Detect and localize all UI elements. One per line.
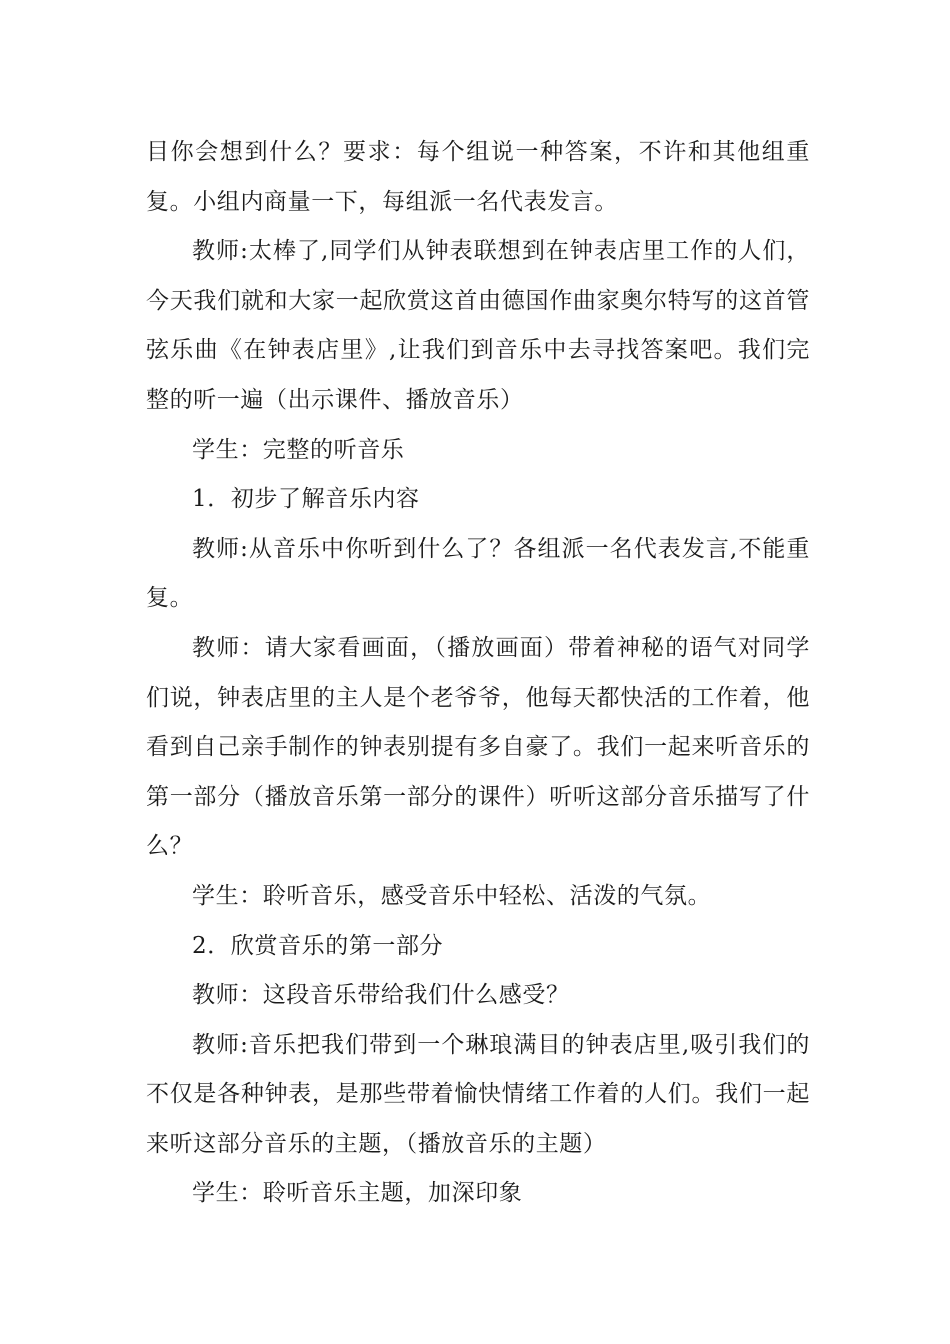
paragraph-teacher-feeling: 教师：这段音乐带给我们什么感受？ xyxy=(192,982,570,1009)
paragraph-student-listen: 学生：完整的听音乐 xyxy=(192,436,405,463)
paragraph-student-theme: 学生：聆听音乐主题，加深印象 xyxy=(192,1180,523,1207)
paragraph-student-feel: 学生：聆听音乐，感受音乐中轻松、活泼的气氛。 xyxy=(192,882,712,909)
paragraph-continued-question: 目你会想到什么？要求：每个组说一种答案，不许和其他组重复。小组内商量一下，每组派一名代表发言。 xyxy=(146,139,810,215)
paragraph-teacher-question: 教师:从音乐中你听到什么了？各组派一名代表发言,不能重复。 xyxy=(146,535,810,612)
paragraph-teacher-theme: 教师:音乐把我们带到一个琳琅满目的钟表店里,吸引我们的不仅是各种钟表，是那些带着愉快情绪工作着的人们。我们一起来听这部分音乐的主题，（播放音乐的主题） xyxy=(146,1031,810,1157)
document-body xyxy=(146,128,810,1219)
paragraph-teacher-picture: 教师：请大家看画面，（播放画面）带着神秘的语气对同学们说，钟表店里的主人是个老爷爷，他每天都快活的工作着，他看到自己亲手制作的钟表别提有多自豪了。我们一起来听音乐的第一部分（播放音乐第一部分的课件）听听这部分音乐描写了什么？ xyxy=(146,634,810,860)
paragraph-teacher-intro: 教师:太棒了,同学们从钟表联想到在钟表店里工作的人们，今天我们就和大家一起欣赏这首由德国作曲家奥尔特写的这首管弦乐曲《在钟表店里》,让我们到音乐中去寻找答案吧。我们完整的听一遍（出示课件、播放音乐） xyxy=(146,238,810,413)
section-heading-1: 1．初步了解音乐内容 xyxy=(192,486,420,513)
section-heading-2: 2．欣赏音乐的第一部分 xyxy=(192,932,444,959)
